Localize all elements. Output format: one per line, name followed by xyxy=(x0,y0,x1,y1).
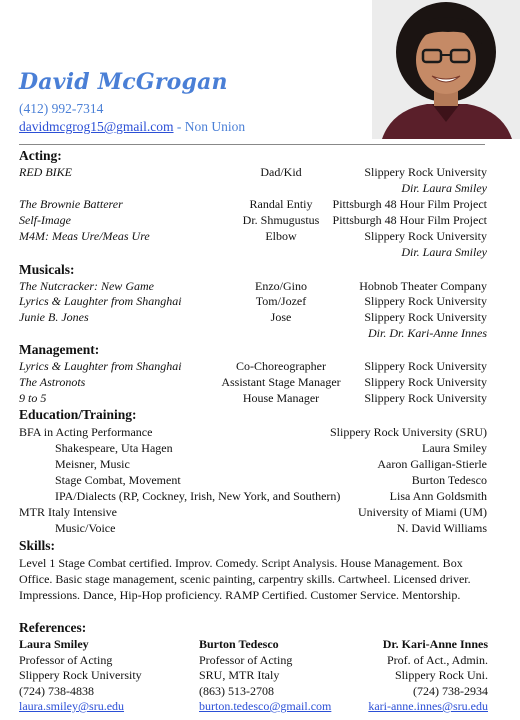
education-row xyxy=(19,521,487,537)
credit-role: Assistant Stage Manager xyxy=(221,375,341,389)
credit-role: Jose xyxy=(270,310,292,324)
education-row xyxy=(19,505,487,521)
reference-org: Slippery Rock University xyxy=(19,668,142,682)
credit-role: House Manager xyxy=(242,391,320,405)
email-link[interactable]: davidmcgrog15@gmail.com xyxy=(19,119,174,134)
credit-title: 9 to 5 xyxy=(19,391,47,405)
education-instructor: Lisa Ann Goldsmith xyxy=(389,489,487,503)
section-heading-management: Management: xyxy=(19,342,100,357)
reference-card xyxy=(363,637,488,715)
education-institution: University of Miami (UM) xyxy=(358,505,487,519)
section-heading-acting: Acting: xyxy=(19,148,62,163)
education-row xyxy=(19,441,487,457)
credit-director: Dir. Dr. Kari-Anne Innes xyxy=(368,326,487,340)
education-item: BFA in Acting Performance xyxy=(19,425,153,439)
credit-role: Tom/Jozef xyxy=(255,294,307,308)
credit-title: Lyrics & Laughter from Shanghai xyxy=(19,359,182,373)
credit-title: The Nutcracker: New Game xyxy=(19,279,154,293)
credit-row xyxy=(19,197,487,213)
education-institution: Slippery Rock University (SRU) xyxy=(330,425,487,439)
reference-email-link[interactable]: burton.tedesco@gmail.com xyxy=(199,699,332,713)
reference-phone: (863) 513-2708 xyxy=(199,683,274,698)
reference-card xyxy=(19,637,179,715)
credit-row xyxy=(19,213,487,229)
credit-row xyxy=(19,294,487,310)
credit-row xyxy=(19,310,487,326)
reference-email-link[interactable]: kari-anne.innes@sru.edu xyxy=(368,699,488,713)
credit-title: The Brownie Batterer xyxy=(19,197,123,211)
credit-company: Slippery Rock University xyxy=(364,165,487,179)
education-instructor: Aaron Galligan-Stierle xyxy=(377,457,487,471)
credit-company: Slippery Rock University xyxy=(364,391,487,405)
credit-company: Slippery Rock University xyxy=(364,375,487,389)
education-instructor: Burton Tedesco xyxy=(411,473,487,487)
credit-director: Dir. Laura Smiley xyxy=(401,245,487,259)
section-heading-musicals: Musicals: xyxy=(19,262,75,277)
reference-title: Professor of Acting xyxy=(19,652,113,667)
reference-org: Slippery Rock Uni. xyxy=(395,668,488,682)
credit-company: Pittsburgh 48 Hour Film Project xyxy=(332,213,487,227)
credit-title: M4M: Meas Ure/Meas Ure xyxy=(19,229,150,243)
credit-role: Enzo/Gino xyxy=(255,279,307,293)
credit-company: Slippery Rock University xyxy=(364,229,487,243)
education-instructor: Laura Smiley xyxy=(422,441,487,455)
reference-card xyxy=(199,637,359,715)
credit-role: Dad/Kid xyxy=(260,165,302,179)
reference-title: Professor of Acting xyxy=(199,652,293,667)
credit-title: The Astronots xyxy=(19,375,86,389)
reference-phone: (724) 738-4838 xyxy=(19,683,94,698)
credit-title: Junie B. Jones xyxy=(19,310,89,324)
reference-org: SRU, MTR Italy xyxy=(199,668,280,682)
reference-email-link[interactable]: laura.smiley@sru.edu xyxy=(19,699,125,713)
credit-title: Self-Image xyxy=(19,213,71,227)
credit-company: Slippery Rock University xyxy=(364,359,487,373)
skills-text: Level 1 Stage Combat certified. Improv. Comedy. Script Analysis. House Management. Box Office. Basic stage management, scenic painting, carpentry skills. Cartwheel. Licensed driver. Impressions. Dance, Hip-Hop proficiency. RAMP Certified. Customer Service. Mentorship. xyxy=(19,556,471,602)
section-heading-education: Education/Training: xyxy=(19,407,137,422)
education-instructor: N. David Williams xyxy=(396,521,487,535)
reference-name: Dr. Kari-Anne Innes xyxy=(382,637,488,651)
section-heading-skills: Skills: xyxy=(19,538,56,553)
reference-name: Burton Tedesco xyxy=(199,637,279,651)
credit-director: Dir. Laura Smiley xyxy=(401,181,487,195)
education-row xyxy=(19,457,487,473)
credit-role: Randal Entiy xyxy=(249,197,313,211)
education-item: Music/Voice xyxy=(55,521,116,535)
education-row xyxy=(19,489,487,505)
credit-role: Dr. Shmugustus xyxy=(242,213,320,227)
credit-row xyxy=(19,391,487,407)
header-divider xyxy=(19,144,485,145)
credit-company: Slippery Rock University xyxy=(364,294,487,308)
headshot-photo xyxy=(372,0,520,139)
credit-row xyxy=(19,229,487,245)
reference-name: Laura Smiley xyxy=(19,637,89,651)
credit-row xyxy=(19,359,487,375)
credit-title: Lyrics & Laughter from Shanghai xyxy=(19,294,182,308)
education-row xyxy=(19,473,487,489)
section-heading-references: References: xyxy=(19,620,87,635)
education-item: Meisner, Music xyxy=(55,457,130,471)
union-status: - Non Union xyxy=(173,119,246,134)
candidate-name: David McGrogan xyxy=(19,69,228,95)
reference-phone: (724) 738-2934 xyxy=(413,683,488,698)
credit-company: Hobnob Theater Company xyxy=(359,279,487,293)
credit-company: Pittsburgh 48 Hour Film Project xyxy=(332,197,487,211)
credit-company: Slippery Rock University xyxy=(364,310,487,324)
reference-title: Prof. of Act., Admin. xyxy=(387,652,488,667)
credit-row xyxy=(19,375,487,391)
education-item: Stage Combat, Movement xyxy=(55,473,181,487)
phone-number: (412) 992-7314 xyxy=(19,101,104,116)
credit-row xyxy=(19,279,487,295)
contact-line xyxy=(19,119,245,135)
credit-role: Co-Choreographer xyxy=(236,359,326,373)
credit-role: Elbow xyxy=(265,229,297,243)
education-item: IPA/Dialects (RP, Cockney, Irish, New York, and Southern) xyxy=(55,489,341,503)
credit-row xyxy=(19,165,487,181)
education-item: Shakespeare, Uta Hagen xyxy=(55,441,173,455)
education-item: MTR Italy Intensive xyxy=(19,505,117,519)
education-row xyxy=(19,425,487,441)
credit-title: RED BIKE xyxy=(19,165,72,179)
